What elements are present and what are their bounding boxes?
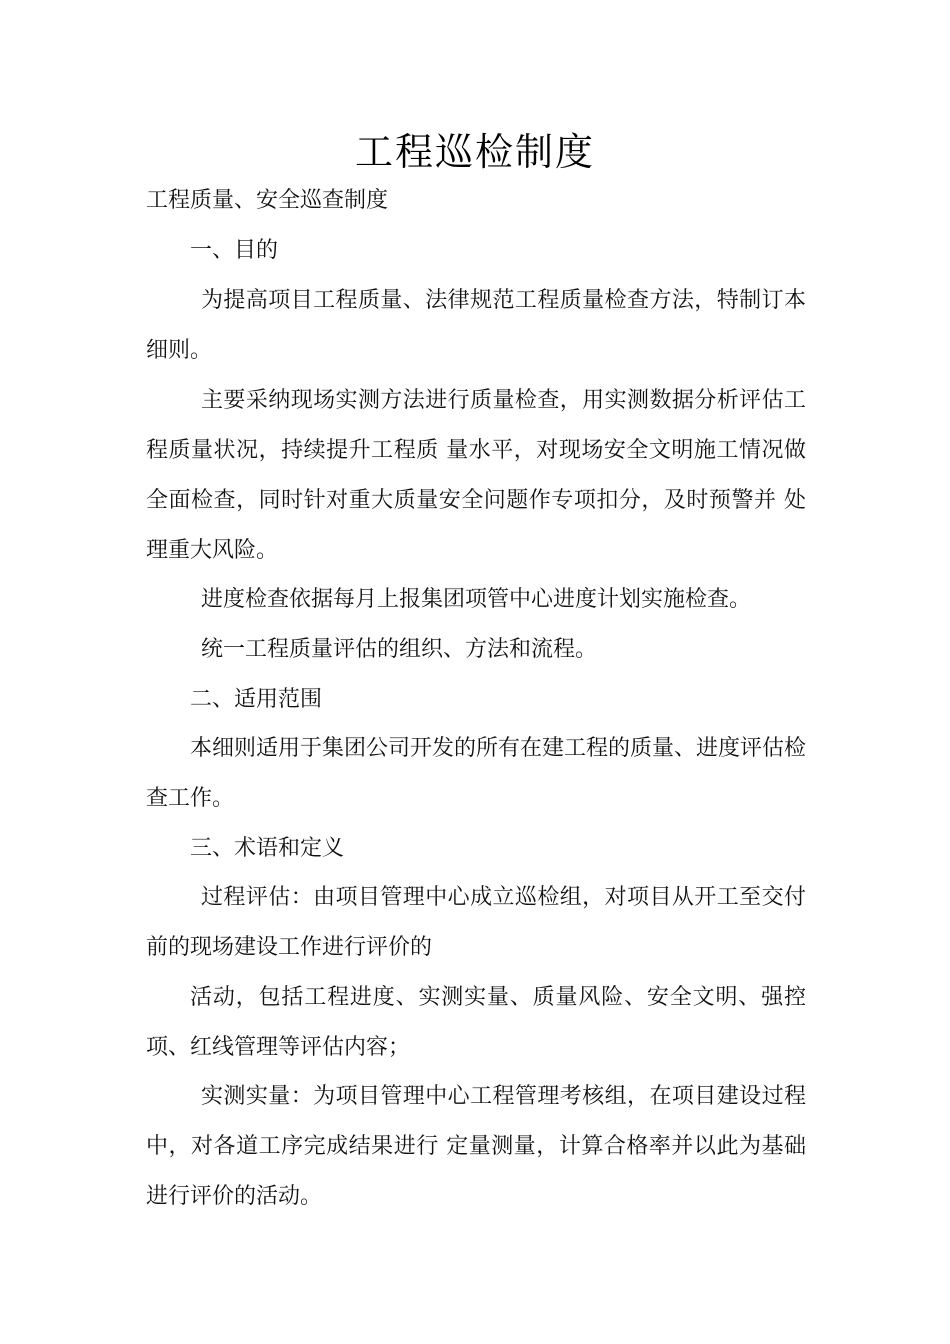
- paragraph-terms-2: 活动，包括工程进度、实测实量、质量风险、安全文明、强控项、红线管理等评估内容；: [146, 985, 806, 1060]
- document-subtitle: 工程质量、安全巡查制度: [146, 188, 389, 213]
- paragraph-terms-1: 过程评估：由项目管理中心成立巡检组，对项目从开工至交付前的现场建设工作进行评价的: [146, 885, 806, 960]
- paragraph-scope-1: 本细则适用于集团公司开发的所有在建工程的质量、进度评估检查工作。: [146, 736, 807, 811]
- document-title: 工程巡检制度: [354, 130, 595, 174]
- section-heading-purpose: 一、目的: [190, 238, 279, 263]
- paragraph-purpose-2: 主要采纳现场实测方法进行质量检查，用实测数据分析评估工程质量状况，持续提升工程质 量水平，对现场安全文明施工情况做全面检查，同时针对重大质量安全问题作专项扣分，及时预警并 处理重大风险。: [146, 388, 806, 563]
- paragraph-purpose-4: 统一工程质量评估的组织、方法和流程。: [201, 637, 598, 662]
- section-heading-scope: 二、适用范围: [190, 687, 323, 712]
- paragraph-terms-3: 实测实量：为项目管理中心工程管理考核组，在项目建设过程中，对各道工序完成结果进行 定量测量，计算合格率并以此为基础进行评价的活动。: [146, 1084, 806, 1209]
- paragraph-purpose-3: 进度检查依据每月上报集团项管中心进度计划实施检查。: [201, 587, 752, 612]
- section-heading-terms: 三、术语和定义: [190, 836, 345, 861]
- paragraph-purpose-1: 为提高项目工程质量、法律规范工程质量检查方法，特制订本细则。: [146, 288, 806, 363]
